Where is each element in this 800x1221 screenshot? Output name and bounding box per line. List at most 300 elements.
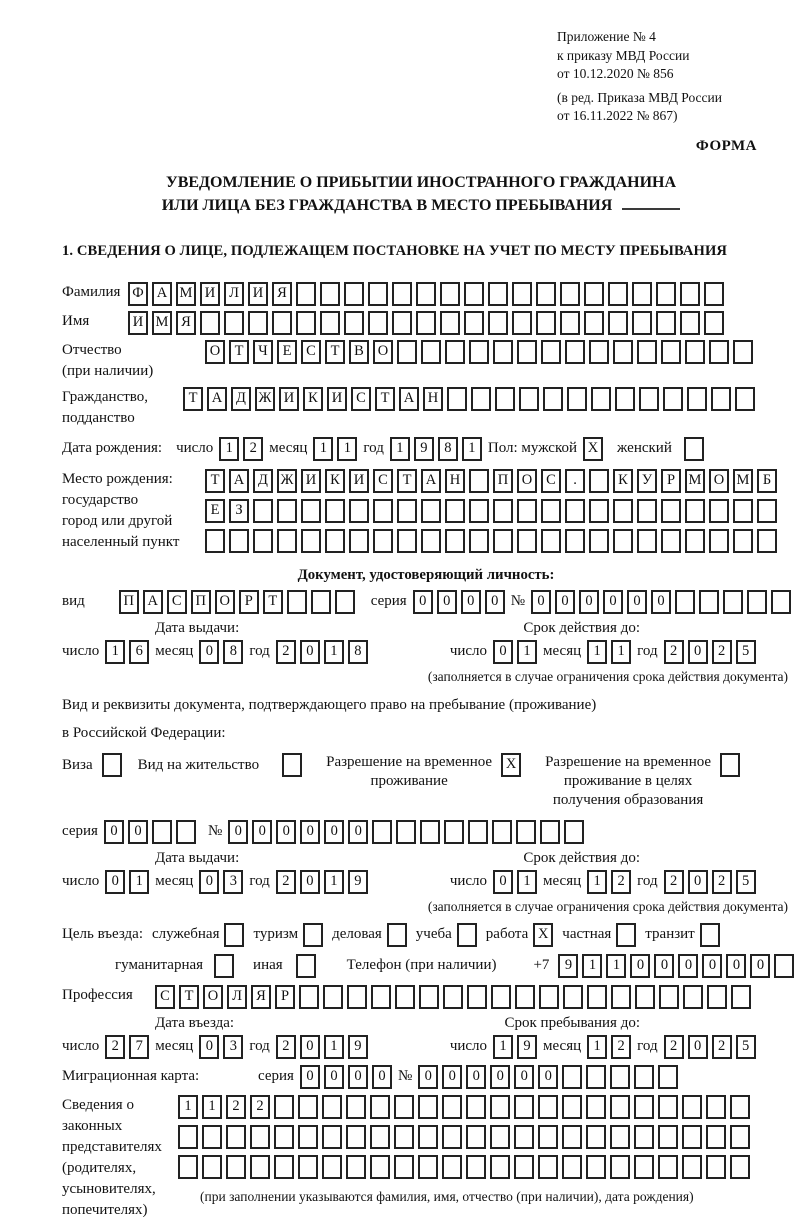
- char-cell[interactable]: 1: [462, 437, 482, 461]
- char-cell[interactable]: [567, 387, 587, 411]
- char-cell[interactable]: Е: [277, 340, 297, 364]
- char-cell[interactable]: [733, 499, 753, 523]
- char-cell[interactable]: 6: [129, 640, 149, 664]
- firstname-cells[interactable]: [128, 311, 724, 335]
- char-cell[interactable]: 0: [128, 820, 148, 844]
- stay-day-cells[interactable]: [493, 1035, 537, 1059]
- char-cell[interactable]: [634, 1155, 654, 1179]
- char-cell[interactable]: [699, 590, 719, 614]
- permit-valid-day-cells[interactable]: [493, 870, 537, 894]
- char-cell[interactable]: 1: [178, 1095, 198, 1119]
- char-cell[interactable]: 0: [228, 820, 248, 844]
- char-cell[interactable]: [562, 1095, 582, 1119]
- char-cell[interactable]: [515, 985, 535, 1009]
- char-cell[interactable]: 1: [129, 870, 149, 894]
- char-cell[interactable]: [632, 282, 652, 306]
- char-cell[interactable]: [368, 282, 388, 306]
- char-cell[interactable]: [514, 1155, 534, 1179]
- char-cell[interactable]: 2: [250, 1095, 270, 1119]
- char-cell[interactable]: 0: [627, 590, 647, 614]
- char-cell[interactable]: [774, 954, 794, 978]
- char-cell[interactable]: И: [200, 282, 220, 306]
- char-cell[interactable]: [632, 311, 652, 335]
- char-cell[interactable]: [200, 311, 220, 335]
- char-cell[interactable]: [685, 529, 705, 553]
- char-cell[interactable]: Т: [179, 985, 199, 1009]
- char-cell[interactable]: 1: [202, 1095, 222, 1119]
- char-cell[interactable]: [392, 282, 412, 306]
- edu-permit-checkbox[interactable]: [720, 753, 740, 777]
- char-cell[interactable]: [656, 282, 676, 306]
- char-cell[interactable]: [616, 923, 636, 947]
- char-cell[interactable]: [639, 387, 659, 411]
- char-cell[interactable]: 0: [324, 820, 344, 844]
- char-cell[interactable]: [613, 529, 633, 553]
- char-cell[interactable]: [704, 311, 724, 335]
- char-cell[interactable]: [608, 282, 628, 306]
- char-cell[interactable]: 0: [199, 870, 219, 894]
- char-cell[interactable]: [610, 1095, 630, 1119]
- representatives-row2-cells[interactable]: [178, 1125, 750, 1149]
- entry-month-cells[interactable]: [199, 1035, 243, 1059]
- char-cell[interactable]: [469, 499, 489, 523]
- char-cell[interactable]: 5: [736, 870, 756, 894]
- char-cell[interactable]: 0: [324, 1065, 344, 1089]
- temp-permit-checkbox[interactable]: [501, 753, 521, 777]
- char-cell[interactable]: З: [229, 499, 249, 523]
- char-cell[interactable]: [492, 820, 512, 844]
- char-cell[interactable]: [272, 311, 292, 335]
- char-cell[interactable]: [706, 1155, 726, 1179]
- char-cell[interactable]: [709, 499, 729, 523]
- char-cell[interactable]: [589, 529, 609, 553]
- char-cell[interactable]: [706, 1095, 726, 1119]
- char-cell[interactable]: [320, 311, 340, 335]
- citizenship-cells[interactable]: [183, 387, 755, 411]
- char-cell[interactable]: [347, 985, 367, 1009]
- char-cell[interactable]: [541, 529, 561, 553]
- doc-type-cells[interactable]: [119, 590, 355, 614]
- char-cell[interactable]: [495, 387, 515, 411]
- char-cell[interactable]: М: [733, 469, 753, 493]
- char-cell[interactable]: [517, 499, 537, 523]
- char-cell[interactable]: [102, 753, 122, 777]
- char-cell[interactable]: [611, 985, 631, 1009]
- char-cell[interactable]: 0: [442, 1065, 462, 1089]
- char-cell[interactable]: [687, 387, 707, 411]
- purpose-option-checkbox[interactable]: [457, 923, 477, 947]
- char-cell[interactable]: Б: [757, 469, 777, 493]
- char-cell[interactable]: 0: [276, 820, 296, 844]
- char-cell[interactable]: [733, 529, 753, 553]
- migration-series-cells[interactable]: [300, 1065, 392, 1089]
- char-cell[interactable]: [370, 1095, 390, 1119]
- char-cell[interactable]: [325, 529, 345, 553]
- char-cell[interactable]: [635, 985, 655, 1009]
- char-cell[interactable]: А: [399, 387, 419, 411]
- char-cell[interactable]: [685, 340, 705, 364]
- doc-issue-year-cells[interactable]: [276, 640, 368, 664]
- char-cell[interactable]: 0: [104, 820, 124, 844]
- char-cell[interactable]: 1: [324, 640, 344, 664]
- char-cell[interactable]: [303, 923, 323, 947]
- char-cell[interactable]: 1: [611, 640, 631, 664]
- char-cell[interactable]: Т: [325, 340, 345, 364]
- char-cell[interactable]: [591, 387, 611, 411]
- char-cell[interactable]: [253, 529, 273, 553]
- char-cell[interactable]: [587, 985, 607, 1009]
- permit-series-cells[interactable]: [104, 820, 196, 844]
- char-cell[interactable]: 1: [606, 954, 626, 978]
- char-cell[interactable]: [658, 1095, 678, 1119]
- char-cell[interactable]: [707, 985, 727, 1009]
- char-cell[interactable]: [615, 387, 635, 411]
- visa-checkbox[interactable]: [102, 753, 122, 777]
- char-cell[interactable]: [298, 1095, 318, 1119]
- char-cell[interactable]: 0: [678, 954, 698, 978]
- char-cell[interactable]: И: [279, 387, 299, 411]
- char-cell[interactable]: Л: [224, 282, 244, 306]
- char-cell[interactable]: 0: [726, 954, 746, 978]
- char-cell[interactable]: 9: [517, 1035, 537, 1059]
- residence-permit-checkbox[interactable]: [282, 753, 302, 777]
- char-cell[interactable]: 2: [276, 640, 296, 664]
- char-cell[interactable]: П: [191, 590, 211, 614]
- char-cell[interactable]: [720, 753, 740, 777]
- char-cell[interactable]: 1: [313, 437, 333, 461]
- char-cell[interactable]: 0: [490, 1065, 510, 1089]
- char-cell[interactable]: 5: [736, 640, 756, 664]
- char-cell[interactable]: [560, 311, 580, 335]
- char-cell[interactable]: И: [128, 311, 148, 335]
- char-cell[interactable]: 0: [466, 1065, 486, 1089]
- char-cell[interactable]: [512, 311, 532, 335]
- char-cell[interactable]: А: [207, 387, 227, 411]
- char-cell[interactable]: [730, 1155, 750, 1179]
- char-cell[interactable]: 2: [712, 640, 732, 664]
- char-cell[interactable]: [440, 282, 460, 306]
- char-cell[interactable]: [685, 499, 705, 523]
- char-cell[interactable]: 2: [664, 640, 684, 664]
- representatives-row3-cells[interactable]: [178, 1155, 750, 1179]
- doc-valid-year-cells[interactable]: [664, 640, 756, 664]
- char-cell[interactable]: В: [349, 340, 369, 364]
- char-cell[interactable]: [663, 387, 683, 411]
- char-cell[interactable]: 8: [223, 640, 243, 664]
- char-cell[interactable]: 0: [603, 590, 623, 614]
- permit-issue-month-cells[interactable]: [199, 870, 243, 894]
- char-cell[interactable]: Е: [205, 499, 225, 523]
- char-cell[interactable]: А: [143, 590, 163, 614]
- doc-issue-month-cells[interactable]: [199, 640, 243, 664]
- char-cell[interactable]: [560, 282, 580, 306]
- char-cell[interactable]: [682, 1125, 702, 1149]
- char-cell[interactable]: [491, 985, 511, 1009]
- char-cell[interactable]: [416, 311, 436, 335]
- char-cell[interactable]: П: [493, 469, 513, 493]
- char-cell[interactable]: С: [155, 985, 175, 1009]
- char-cell[interactable]: О: [373, 340, 393, 364]
- entry-year-cells[interactable]: [276, 1035, 368, 1059]
- char-cell[interactable]: [444, 820, 464, 844]
- char-cell[interactable]: [371, 985, 391, 1009]
- char-cell[interactable]: [277, 499, 297, 523]
- char-cell[interactable]: Н: [423, 387, 443, 411]
- char-cell[interactable]: 0: [413, 590, 433, 614]
- char-cell[interactable]: 1: [587, 640, 607, 664]
- char-cell[interactable]: [274, 1155, 294, 1179]
- char-cell[interactable]: [421, 499, 441, 523]
- char-cell[interactable]: [538, 1155, 558, 1179]
- char-cell[interactable]: [541, 340, 561, 364]
- char-cell[interactable]: [540, 820, 560, 844]
- char-cell[interactable]: [287, 590, 307, 614]
- char-cell[interactable]: 0: [105, 870, 125, 894]
- char-cell[interactable]: [373, 529, 393, 553]
- char-cell[interactable]: [723, 590, 743, 614]
- char-cell[interactable]: [709, 529, 729, 553]
- char-cell[interactable]: [322, 1155, 342, 1179]
- char-cell[interactable]: 0: [485, 590, 505, 614]
- char-cell[interactable]: 0: [750, 954, 770, 978]
- char-cell[interactable]: 1: [337, 437, 357, 461]
- permit-issue-day-cells[interactable]: [105, 870, 149, 894]
- char-cell[interactable]: [538, 1095, 558, 1119]
- char-cell[interactable]: [564, 820, 584, 844]
- char-cell[interactable]: [680, 282, 700, 306]
- purpose-option-checkbox[interactable]: [214, 954, 234, 978]
- char-cell[interactable]: [397, 499, 417, 523]
- char-cell[interactable]: [325, 499, 345, 523]
- char-cell[interactable]: [757, 499, 777, 523]
- char-cell[interactable]: 1: [324, 1035, 344, 1059]
- char-cell[interactable]: X: [583, 437, 603, 461]
- char-cell[interactable]: [517, 529, 537, 553]
- char-cell[interactable]: 8: [438, 437, 458, 461]
- char-cell[interactable]: [178, 1155, 198, 1179]
- char-cell[interactable]: Я: [272, 282, 292, 306]
- char-cell[interactable]: [440, 311, 460, 335]
- char-cell[interactable]: Д: [231, 387, 251, 411]
- char-cell[interactable]: [349, 529, 369, 553]
- char-cell[interactable]: [320, 282, 340, 306]
- char-cell[interactable]: [471, 387, 491, 411]
- char-cell[interactable]: [709, 340, 729, 364]
- purpose-option-checkbox[interactable]: [700, 923, 720, 947]
- char-cell[interactable]: [298, 1125, 318, 1149]
- patronymic-cells[interactable]: [205, 340, 753, 364]
- char-cell[interactable]: Я: [251, 985, 271, 1009]
- char-cell[interactable]: X: [533, 923, 553, 947]
- char-cell[interactable]: [656, 311, 676, 335]
- char-cell[interactable]: [301, 529, 321, 553]
- doc-valid-day-cells[interactable]: [493, 640, 537, 664]
- stay-year-cells[interactable]: [664, 1035, 756, 1059]
- char-cell[interactable]: [658, 1125, 678, 1149]
- char-cell[interactable]: [467, 985, 487, 1009]
- char-cell[interactable]: [562, 1065, 582, 1089]
- char-cell[interactable]: 5: [736, 1035, 756, 1059]
- char-cell[interactable]: О: [709, 469, 729, 493]
- sex-male-checkbox[interactable]: [583, 437, 603, 461]
- char-cell[interactable]: Т: [183, 387, 203, 411]
- char-cell[interactable]: К: [303, 387, 323, 411]
- char-cell[interactable]: [512, 282, 532, 306]
- char-cell[interactable]: [586, 1155, 606, 1179]
- char-cell[interactable]: 0: [300, 640, 320, 664]
- permit-number-cells[interactable]: [228, 820, 584, 844]
- char-cell[interactable]: Я: [176, 311, 196, 335]
- char-cell[interactable]: П: [119, 590, 139, 614]
- char-cell[interactable]: 2: [611, 870, 631, 894]
- birth-day-cells[interactable]: [219, 437, 263, 461]
- char-cell[interactable]: [634, 1095, 654, 1119]
- char-cell[interactable]: 1: [582, 954, 602, 978]
- char-cell[interactable]: 0: [654, 954, 674, 978]
- char-cell[interactable]: [394, 1095, 414, 1119]
- char-cell[interactable]: [370, 1125, 390, 1149]
- char-cell[interactable]: [464, 282, 484, 306]
- char-cell[interactable]: [442, 1125, 462, 1149]
- char-cell[interactable]: [634, 1125, 654, 1149]
- char-cell[interactable]: [457, 923, 477, 947]
- char-cell[interactable]: [514, 1125, 534, 1149]
- char-cell[interactable]: 2: [276, 870, 296, 894]
- permit-valid-month-cells[interactable]: [587, 870, 631, 894]
- char-cell[interactable]: [392, 311, 412, 335]
- char-cell[interactable]: Р: [239, 590, 259, 614]
- char-cell[interactable]: [469, 469, 489, 493]
- char-cell[interactable]: 0: [199, 640, 219, 664]
- char-cell[interactable]: [296, 311, 316, 335]
- birth-place-row2-cells[interactable]: [205, 499, 777, 523]
- char-cell[interactable]: [747, 590, 767, 614]
- representatives-row1-cells[interactable]: [178, 1095, 750, 1119]
- char-cell[interactable]: С: [541, 469, 561, 493]
- char-cell[interactable]: [538, 1125, 558, 1149]
- char-cell[interactable]: Т: [375, 387, 395, 411]
- migration-number-cells[interactable]: [418, 1065, 678, 1089]
- char-cell[interactable]: Р: [275, 985, 295, 1009]
- char-cell[interactable]: И: [327, 387, 347, 411]
- char-cell[interactable]: 0: [651, 590, 671, 614]
- char-cell[interactable]: [248, 311, 268, 335]
- char-cell[interactable]: [704, 282, 724, 306]
- char-cell[interactable]: 2: [712, 1035, 732, 1059]
- char-cell[interactable]: С: [167, 590, 187, 614]
- char-cell[interactable]: [274, 1095, 294, 1119]
- char-cell[interactable]: 1: [105, 640, 125, 664]
- char-cell[interactable]: 0: [461, 590, 481, 614]
- char-cell[interactable]: [490, 1155, 510, 1179]
- char-cell[interactable]: [468, 820, 488, 844]
- char-cell[interactable]: 0: [252, 820, 272, 844]
- char-cell[interactable]: [589, 499, 609, 523]
- char-cell[interactable]: 1: [493, 1035, 513, 1059]
- char-cell[interactable]: [445, 340, 465, 364]
- char-cell[interactable]: [637, 499, 657, 523]
- char-cell[interactable]: 0: [418, 1065, 438, 1089]
- char-cell[interactable]: 9: [348, 1035, 368, 1059]
- char-cell[interactable]: [346, 1095, 366, 1119]
- char-cell[interactable]: [322, 1095, 342, 1119]
- char-cell[interactable]: [519, 387, 539, 411]
- birth-place-row3-cells[interactable]: [205, 529, 777, 553]
- char-cell[interactable]: Т: [263, 590, 283, 614]
- char-cell[interactable]: [397, 529, 417, 553]
- char-cell[interactable]: [675, 590, 695, 614]
- char-cell[interactable]: 1: [390, 437, 410, 461]
- char-cell[interactable]: 2: [226, 1095, 246, 1119]
- char-cell[interactable]: А: [152, 282, 172, 306]
- char-cell[interactable]: [493, 340, 513, 364]
- char-cell[interactable]: 2: [664, 1035, 684, 1059]
- char-cell[interactable]: [466, 1095, 486, 1119]
- char-cell[interactable]: [490, 1125, 510, 1149]
- char-cell[interactable]: 0: [300, 820, 320, 844]
- char-cell[interactable]: [661, 340, 681, 364]
- char-cell[interactable]: [683, 985, 703, 1009]
- char-cell[interactable]: 0: [688, 640, 708, 664]
- char-cell[interactable]: [202, 1155, 222, 1179]
- char-cell[interactable]: С: [351, 387, 371, 411]
- char-cell[interactable]: У: [637, 469, 657, 493]
- char-cell[interactable]: [445, 499, 465, 523]
- char-cell[interactable]: [397, 340, 417, 364]
- char-cell[interactable]: [586, 1095, 606, 1119]
- char-cell[interactable]: 0: [493, 870, 513, 894]
- char-cell[interactable]: [226, 1155, 246, 1179]
- char-cell[interactable]: [589, 340, 609, 364]
- char-cell[interactable]: 1: [587, 1035, 607, 1059]
- char-cell[interactable]: [584, 311, 604, 335]
- char-cell[interactable]: О: [517, 469, 537, 493]
- char-cell[interactable]: [282, 753, 302, 777]
- char-cell[interactable]: С: [301, 340, 321, 364]
- birth-month-cells[interactable]: [313, 437, 357, 461]
- birth-year-cells[interactable]: [390, 437, 482, 461]
- char-cell[interactable]: [464, 311, 484, 335]
- stay-month-cells[interactable]: [587, 1035, 631, 1059]
- char-cell[interactable]: [659, 985, 679, 1009]
- char-cell[interactable]: [682, 1095, 702, 1119]
- birth-place-row1-cells[interactable]: [205, 469, 777, 493]
- char-cell[interactable]: 2: [611, 1035, 631, 1059]
- char-cell[interactable]: [229, 529, 249, 553]
- char-cell[interactable]: [514, 1095, 534, 1119]
- purpose-option-checkbox[interactable]: [387, 923, 407, 947]
- purpose-option-checkbox[interactable]: [296, 954, 316, 978]
- char-cell[interactable]: [757, 529, 777, 553]
- char-cell[interactable]: [589, 469, 609, 493]
- char-cell[interactable]: [682, 1155, 702, 1179]
- char-cell[interactable]: 0: [555, 590, 575, 614]
- char-cell[interactable]: Ф: [128, 282, 148, 306]
- char-cell[interactable]: [490, 1095, 510, 1119]
- char-cell[interactable]: [516, 820, 536, 844]
- char-cell[interactable]: Т: [229, 340, 249, 364]
- char-cell[interactable]: [610, 1065, 630, 1089]
- char-cell[interactable]: [541, 499, 561, 523]
- char-cell[interactable]: [311, 590, 331, 614]
- char-cell[interactable]: [637, 340, 657, 364]
- char-cell[interactable]: [466, 1155, 486, 1179]
- char-cell[interactable]: [610, 1155, 630, 1179]
- purpose-option-checkbox[interactable]: [224, 923, 244, 947]
- char-cell[interactable]: Ч: [253, 340, 273, 364]
- char-cell[interactable]: И: [349, 469, 369, 493]
- char-cell[interactable]: С: [373, 469, 393, 493]
